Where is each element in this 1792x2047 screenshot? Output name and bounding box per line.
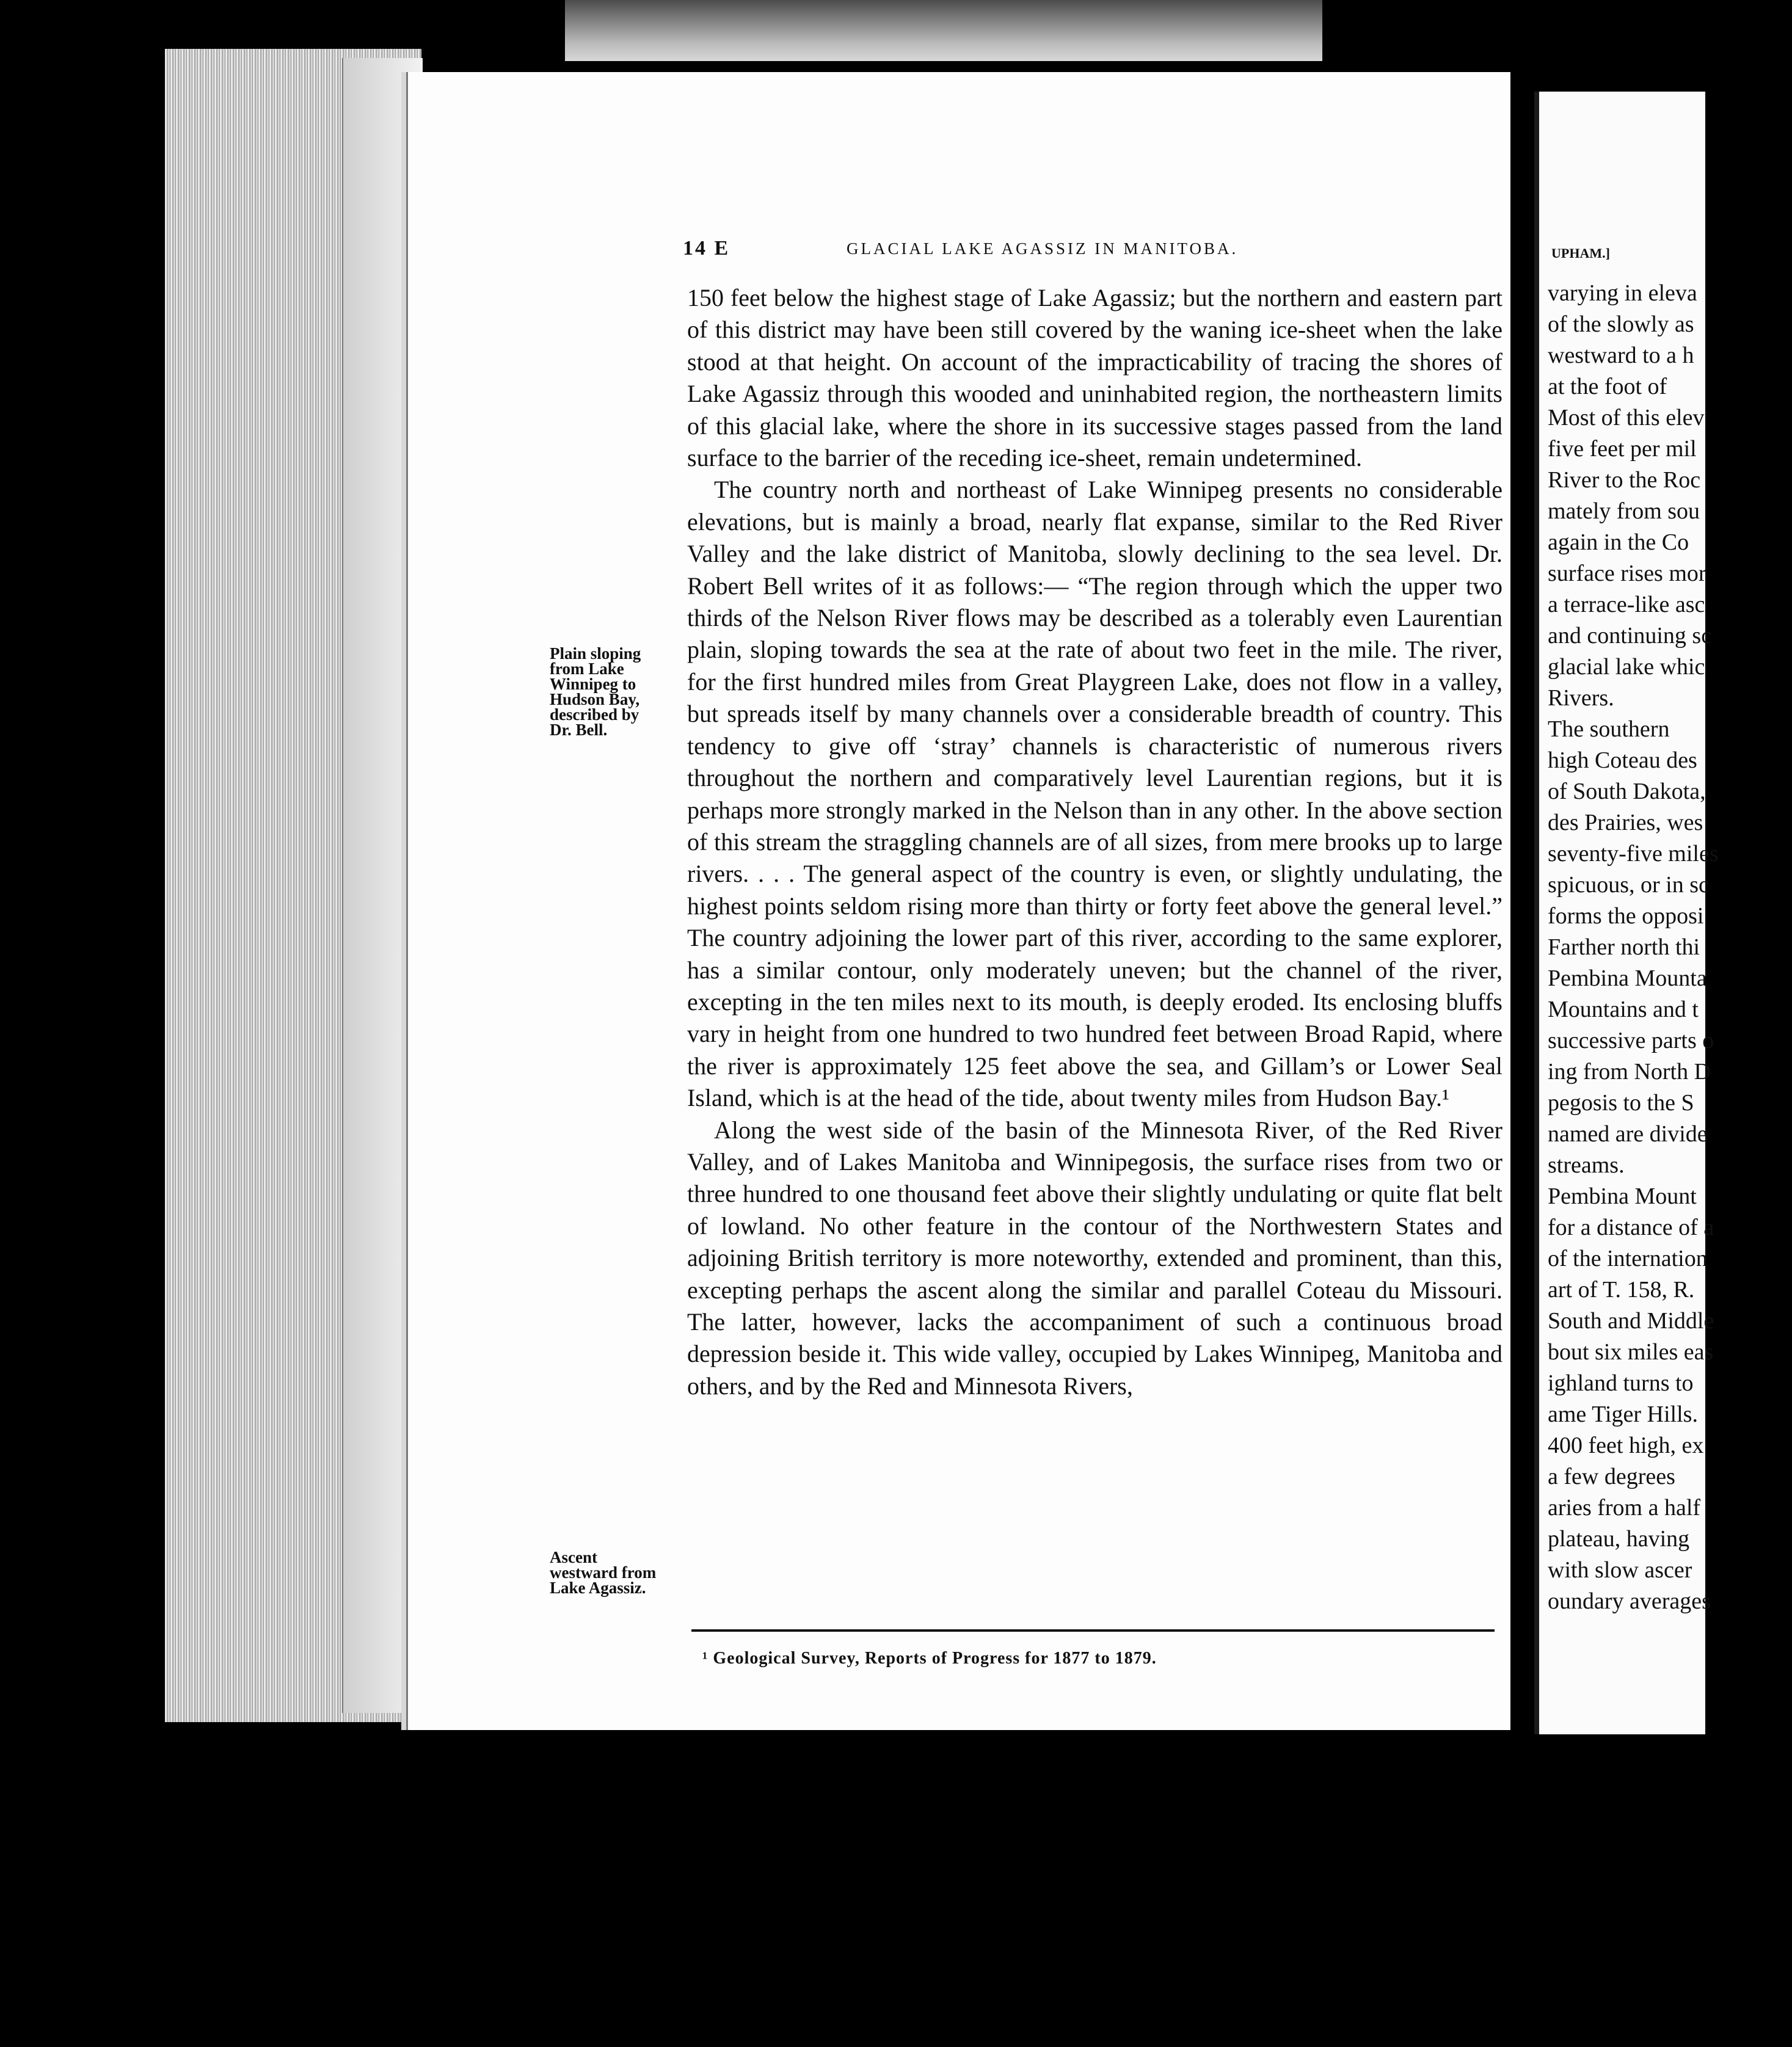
right-line: ame Tiger Hills. (1548, 1402, 1698, 1427)
right-line: surface rises mor (1548, 561, 1706, 586)
right-line: bout six miles eas (1548, 1339, 1714, 1365)
right-line: of the slowly as (1548, 311, 1694, 337)
right-line: River to the Roc (1548, 467, 1701, 493)
right-line: Most of this elev (1548, 405, 1705, 431)
folio: 14 E (683, 237, 730, 260)
running-head: GLACIAL LAKE AGASSIZ IN MANITOBA. (847, 239, 1239, 258)
right-line: pegosis to the S (1548, 1090, 1694, 1116)
page-header (683, 237, 1321, 267)
paragraph: 150 feet below the highest stage of Lake Agassiz; but the northern and eastern part of this district may have been still covered by the waning ice-sheet when the lake stood at that height. On account of the impracticability of tracing the shores of Lake Agassiz through this wooded and uninhabited region, the northeastern limits of this glacial lake, where the shore in its successive stages passed from the land surface to the barrier of the receding ice-sheet, remain undetermined. (687, 284, 1502, 472)
right-page-text (1548, 278, 1792, 1617)
right-line: at the foot of (1548, 374, 1667, 399)
right-line: varying in eleva (1548, 280, 1697, 306)
right-line: again in the Co (1548, 529, 1689, 555)
right-line: Pembina Mount (1548, 1183, 1697, 1209)
right-line: Pembina Mounta (1548, 965, 1707, 991)
right-line: named are divide (1548, 1121, 1708, 1147)
book-top-edge (565, 0, 1322, 61)
right-line: South and Middle (1548, 1308, 1714, 1334)
right-line: des Prairies, wes (1548, 810, 1703, 835)
right-line: The southern (1548, 716, 1670, 742)
right-line: for a distance of a (1548, 1215, 1714, 1240)
paragraph: Along the west side of the basin of the Minnesota River, of the Red River Valley, and of Lakes Manitoba and Winnipegosis, the surface rises from two or three hundred to one thousand feet above their slightly undulating or quite flat belt of lowland. No other feature in the contour of the Northwestern States and adjoining British territory is more noteworthy, extended and prominent, than this, excepting perhaps the ascent along the similar and parallel Coteau du Missouri. The latter, however, lacks the accompaniment of such a continuous broad depression beside it. This wide valley, occupied by Lakes Winnipeg, Manitoba and others, and by the Red and Minnesota Rivers, (687, 1116, 1502, 1400)
right-line: plateau, having (1548, 1526, 1690, 1552)
right-line: of South Dakota, (1548, 779, 1706, 804)
right-line: and continuing sc (1548, 623, 1712, 649)
right-line: Mountains and t (1548, 997, 1699, 1022)
right-line: 400 feet high, ex (1548, 1433, 1704, 1458)
right-line: five feet per mil (1548, 436, 1697, 462)
right-line: successive parts o (1548, 1028, 1714, 1053)
right-line: seventy-five miles (1548, 841, 1719, 867)
right-line: with slow ascer (1548, 1557, 1692, 1583)
right-line: Rivers. (1548, 685, 1614, 711)
right-line: a few degrees (1548, 1464, 1675, 1489)
right-page (1534, 92, 1719, 1734)
right-line: oundary averages (1548, 1588, 1711, 1614)
right-line: spicuous, or in sc (1548, 872, 1709, 898)
right-line: aries from a half (1548, 1495, 1701, 1521)
body-text (687, 282, 1502, 1402)
right-line: forms the opposi (1548, 903, 1704, 929)
sidenote-plain-sloping: Plain sloping from Lake Winnipeg to Hudson Bay, described by Dr. Bell. (550, 644, 641, 739)
right-line: art of T. 158, R. (1548, 1277, 1695, 1303)
right-line: streams. (1548, 1152, 1625, 1178)
paragraph: The country north and northeast of Lake Winnipeg presents no considerable elevations, but is mainly a broad, nearly flat expanse, similar to the Red River Valley and the lake district of Manitoba, slowly declining to the sea level. Dr. Robert Bell writes of it as follows:— “The region through which the upper two thirds of the Nelson River flows may be described as a tolerably even Laurentian plain, sloping towards the sea at the rate of about two feet in the mile. The river, for the first hundred miles from Great Playgreen Lake, does not flow in a valley, but spreads itself by many channels over a considerable breadth of country. This tendency to give off ‘stray’ channels is characteristic of numerous rivers throughout the northern and comparatively level Laurentian regions, but it is perhaps more strongly marked in the Nelson than in any other. In the above section of this stream the straggling channels are of all sizes, from mere brooks up to large rivers. . . . The general aspect of the country is even, or slightly undulating, the highest points seldom rising more than thirty or forty feet above the general level.” The country adjoining the lower part of this river, according to the same explorer, has a similar contour, only moderately uneven; but the channel of the river, excepting in the ten miles next to its mouth, is deeply eroded. Its enclosing bluffs vary in height from one hundred to two hundred feet between Broad Rapid, where the river is approximately 125 feet above the sea, and Gillam’s or Lower Seal Island, which is at the head of the tide, about twenty miles from Hudson Bay.¹ (687, 476, 1502, 1112)
footnote-rule (691, 1629, 1495, 1632)
right-line: of the internation (1548, 1246, 1708, 1271)
right-line: glacial lake whic (1548, 654, 1705, 680)
right-line: mately from sou (1548, 498, 1700, 524)
right-line: ing from North D (1548, 1059, 1711, 1085)
right-line: westward to a h (1548, 343, 1694, 368)
footnote: ¹ Geological Survey, Reports of Progress for 1877 to 1879. (702, 1649, 1157, 1668)
right-line: high Coteau des (1548, 747, 1697, 773)
right-line: ighland turns to (1548, 1370, 1694, 1396)
right-line: Farther north thi (1548, 934, 1700, 960)
sidenote-ascent-westward: Ascent westward from Lake Agassiz. (550, 1548, 657, 1597)
right-line: a terrace-like asc (1548, 592, 1705, 617)
right-page-header: UPHAM.] (1551, 245, 1610, 261)
